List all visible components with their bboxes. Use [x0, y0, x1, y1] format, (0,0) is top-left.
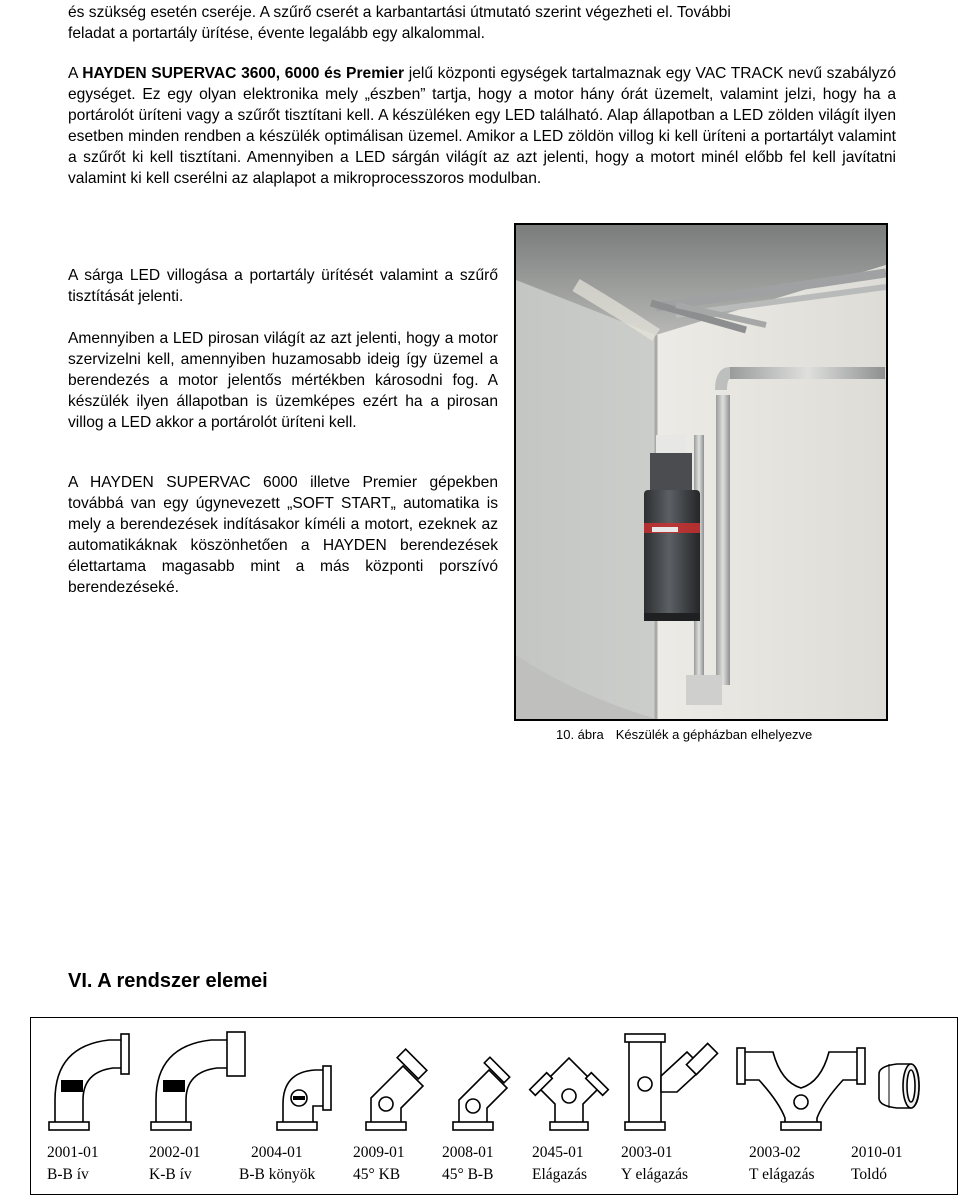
- part-drawing-2010-01: [879, 1064, 919, 1108]
- part-code: 2003-02: [749, 1144, 801, 1161]
- part-2001-01: [47, 1142, 99, 1186]
- part-code: 2004-01: [251, 1144, 303, 1161]
- part-name: Y elágazás: [621, 1166, 688, 1183]
- part-2002-01: [149, 1142, 201, 1186]
- paragraph-vactrack-text: jelű központi egységek tartalmaznak egy VAC TRACK nevű szabályzó egységet. Ez egy olyan elektronika mely „észben” tartja, hogy a motor hány órát üzemelt, valamint jelzi, hogy ha a portárolót üríteni vagy a szűrőt tisztítani kell. A készüléken egy LED található. Alap állapotban a LED zölden világít ilyen esetben minden rendben a készülék optimálisan üzemel. Amikor a LED zöldön villog ki kell üríteni a portartályt valamint a szűrőt ki kell tisztítani. Amennyiben a LED sárgán világít az azt jelenti, hogy a motort minél előbb fel kell javítatni valamint ki kell cserélni az alaplapot a mikroprocesszoros modulban.: [68, 65, 897, 187]
- paragraph-yellow-led: A sárga LED villogása a portartály ürítését valamint a szűrő tisztítását jelenti.: [68, 267, 498, 305]
- part-2008-01: [442, 1142, 494, 1186]
- part-code: 2045-01: [532, 1144, 584, 1161]
- figure-caption-text: Készülék a gépházban elhelyezve: [615, 727, 813, 742]
- paragraph-vactrack-pre: A: [68, 65, 83, 82]
- part-code: 2008-01: [442, 1144, 494, 1161]
- part-name: 45° KB: [353, 1166, 401, 1183]
- paragraph-intro-line2: feladat a portartály ürítése, évente legalább egy alkalommal.: [68, 25, 485, 42]
- part-drawing-2002-01: [151, 1032, 245, 1130]
- part-name: 45° B-B: [442, 1166, 494, 1183]
- part-name: Toldó: [851, 1166, 887, 1183]
- figure-caption: [556, 727, 812, 742]
- product-names: HAYDEN SUPERVAC 3600, 6000 és Premier: [82, 65, 405, 82]
- part-name: B-B ív: [47, 1166, 89, 1183]
- paragraph-intro: [68, 2, 896, 44]
- paragraph-red-led: Amennyiben a LED pirosan világít az azt jelenti, hogy a motor szervizelni kell, amennyiben huzamosabb ideig így üzemel a berendezés a motor jelentős mértékben károsodni fog. A készülék ilyen állapotban is üzemképes ezért ha a pirosan villog a LED akkor a portárolót üríteni kell.: [68, 330, 498, 431]
- part-drawing-2045-01: [530, 1058, 609, 1130]
- part-name: B-B könyök: [239, 1166, 316, 1183]
- installation-photo-image: [516, 225, 886, 719]
- part-code: 2010-01: [851, 1144, 903, 1161]
- part-name: Elágazás: [532, 1166, 588, 1183]
- part-2004-01: [239, 1142, 315, 1186]
- section-heading: VI. A rendszer elemei: [68, 970, 268, 992]
- part-2010-01: [851, 1142, 903, 1186]
- part-drawing-2009-01: [366, 1049, 427, 1130]
- installation-photo: [514, 223, 888, 721]
- part-name: T elágazás: [749, 1166, 815, 1183]
- system-parts-panel: [30, 1017, 958, 1195]
- part-drawing-2001-01: [49, 1034, 129, 1130]
- part-drawing-2003-01: [625, 1034, 718, 1130]
- part-2045-01: [532, 1142, 587, 1186]
- paragraph-vactrack: [68, 63, 896, 189]
- part-drawing-2008-01: [453, 1057, 510, 1130]
- paragraph-soft-start: A HAYDEN SUPERVAC 6000 illetve Premier gépekben továbbá van egy úgynevezett „SOFT START„ automatika is mely a berendezések indításakor kíméli a motort, ezeknek az automatikáknak köszönhetően a HAYDEN berendezések élettartama magasabb mint a más központi porszívó berendezéseké.: [68, 474, 498, 596]
- parts-drawings: [31, 1018, 957, 1138]
- part-drawing-2003-02: [737, 1048, 865, 1130]
- part-code: 2003-01: [621, 1144, 673, 1161]
- part-code: 2009-01: [353, 1144, 405, 1161]
- part-2003-02: [749, 1142, 815, 1186]
- part-name: K-B ív: [149, 1166, 192, 1183]
- figure-number: 10. ábra: [556, 727, 604, 742]
- paragraph-intro-line1: és szükség esetén cseréje. A szűrő cserét a karbantartási útmutató szerint végezheti el. További: [68, 4, 731, 21]
- part-2003-01: [621, 1142, 688, 1186]
- part-code: 2001-01: [47, 1144, 99, 1161]
- part-code: 2002-01: [149, 1144, 201, 1161]
- part-2009-01: [353, 1142, 405, 1186]
- part-drawing-2004-01: [277, 1066, 331, 1130]
